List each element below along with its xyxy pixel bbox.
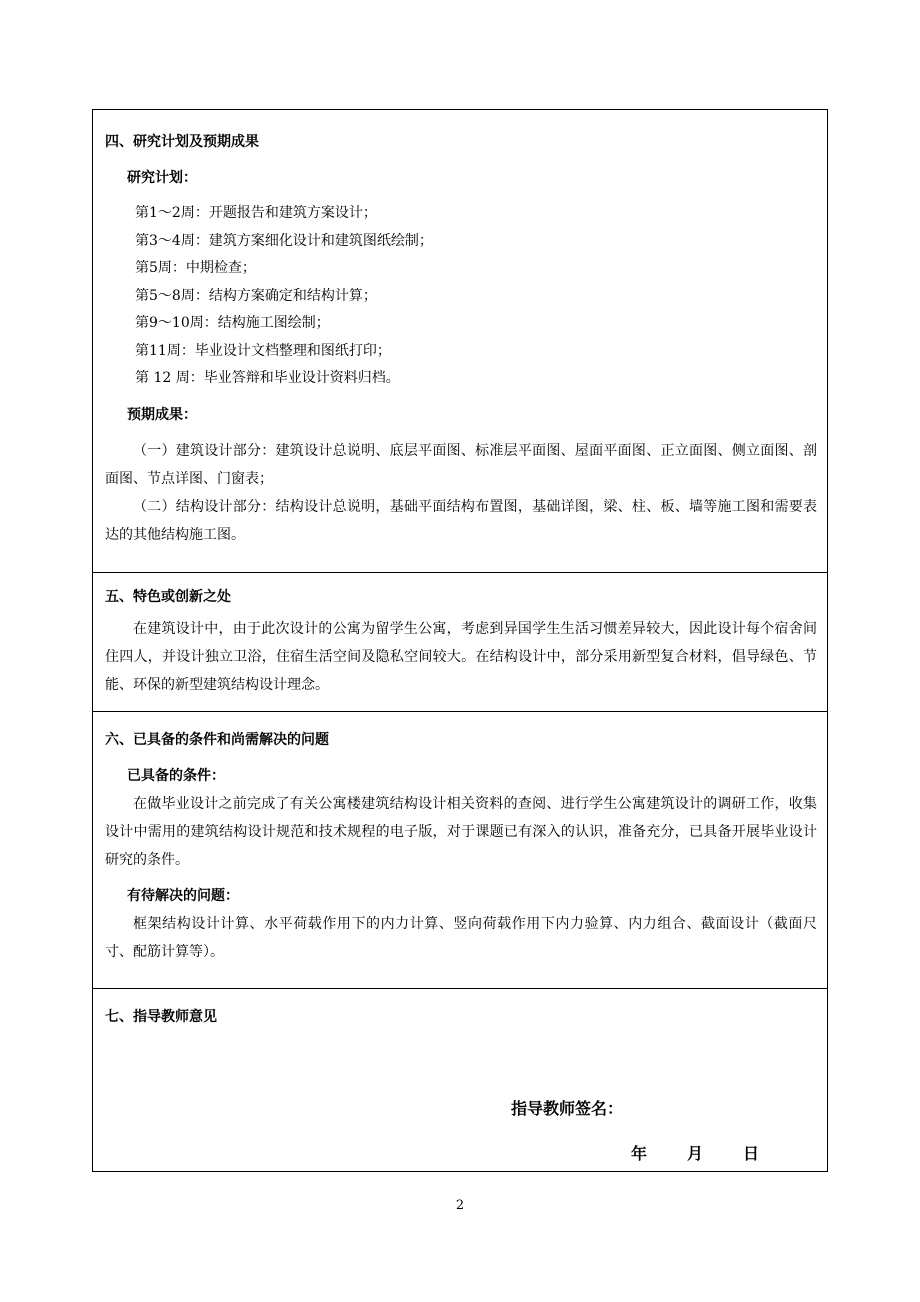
date-year-label: 年 bbox=[631, 1144, 648, 1163]
ready-body: 在做毕业设计之前完成了有关公寓楼建筑结构设计相关资料的查阅、进行学生公寓建筑设计的调研工作，收集设计中需用的建筑结构设计规范和技术规程的电子版，对于课题已有深入的认识，准备充分，已具备开展毕业设计研究的条件。 bbox=[105, 796, 817, 868]
ready-title: 已具备的条件： bbox=[127, 768, 225, 784]
section-advisor-opinion bbox=[93, 989, 828, 1172]
plan-item: 第11周：毕业设计文档整理和图纸打印； bbox=[135, 342, 391, 359]
section5-body: 在建筑设计中，由于此次设计的公寓为留学生公寓，考虑到异国学生生活习惯差异较大，因此设计每个宿舍间住四人，并设计独立卫浴，住宿生活空间及隐私空间较大。在结构设计中，部分采用新型复合材料，倡导绿色、节能、环保的新型建筑结构设计理念。 bbox=[105, 621, 817, 693]
results-item: （一）建筑设计部分：建筑设计总说明、底层平面图、标准层平面图、屋面平面图、正立面图、侧立面图、剖面图、节点详图、门窗表； bbox=[105, 442, 817, 487]
section4-heading: 四、研究计划及预期成果 bbox=[105, 134, 259, 150]
section6-heading: 六、已具备的条件和尚需解决的问题 bbox=[105, 732, 329, 748]
advisor-signature-label: 指导教师签名： bbox=[511, 1099, 624, 1118]
section-research-plan bbox=[93, 110, 828, 573]
section-features bbox=[93, 573, 828, 712]
pending-title: 有待解决的问题： bbox=[127, 888, 239, 904]
results-title: 预期成果： bbox=[127, 406, 197, 423]
plan-item: 第5～8周：结构方案确定和结构计算； bbox=[135, 287, 377, 304]
pending-body: 框架结构设计计算、水平荷载作用下的内力计算、竖向荷载作用下内力验算、内力组合、截面设计（截面尺寸、配筋计算等）。 bbox=[105, 916, 817, 960]
plan-item: 第 12 周：毕业答辩和毕业设计资料归档。 bbox=[135, 370, 400, 386]
section7-heading: 七、指导教师意见 bbox=[105, 1009, 217, 1025]
section-conditions bbox=[93, 712, 828, 989]
plan-item: 第1～2周：开题报告和建筑方案设计； bbox=[135, 205, 377, 221]
date-month-label: 月 bbox=[687, 1144, 704, 1163]
signature-date bbox=[631, 1140, 759, 1168]
page-number: 2 bbox=[455, 1198, 465, 1213]
date-day-label: 日 bbox=[743, 1144, 760, 1163]
plan-item: 第5周：中期检查； bbox=[135, 260, 256, 276]
plan-title: 研究计划： bbox=[127, 170, 197, 186]
results-item: （二）结构设计部分：结构设计总说明，基础平面结构布置图，基础详图，梁、柱、板、墙等施工图和需要表达的其他结构施工图。 bbox=[105, 498, 817, 543]
plan-item: 第3～4周：建筑方案细化设计和建筑图纸绘制； bbox=[135, 232, 433, 249]
proposal-form-table bbox=[92, 109, 828, 1172]
plan-item: 第9～10周：结构施工图绘制； bbox=[135, 315, 330, 331]
section5-heading: 五、特色或创新之处 bbox=[105, 589, 231, 605]
